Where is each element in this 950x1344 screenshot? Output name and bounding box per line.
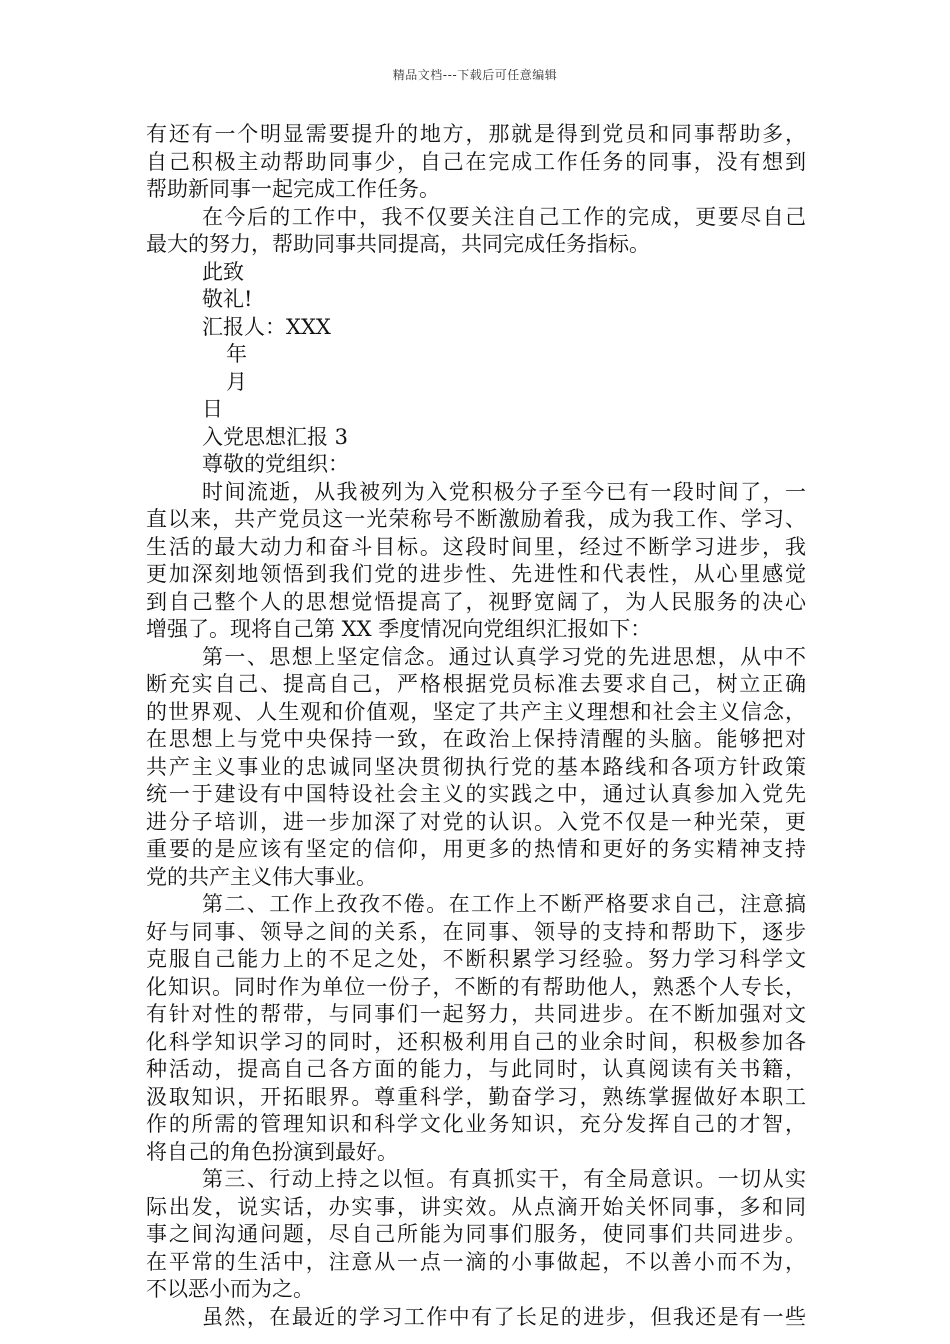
text-line: 不以恶小而为之。 bbox=[146, 1277, 314, 1301]
text-line: 断充实自己、提高自己，严格根据党员标准去要求自己，树立正确 bbox=[146, 672, 806, 696]
text-line: 际出发，说实话，办实事，讲实效。从点滴开始关怀同事，多和同 bbox=[146, 1194, 806, 1219]
text-line: 月 bbox=[226, 369, 247, 394]
text-line: 共产主义事业的忠诚同坚决贯彻执行党的基本路线和各项方针政策 bbox=[146, 754, 806, 779]
text-line: 作的所需的管理知识和科学文化业务知识，充分发挥自己的才智， bbox=[146, 1112, 806, 1136]
text-line: 自己积极主动帮助同事少，自己在完成工作任务的同事，没有想到 bbox=[146, 149, 806, 174]
text-line: 入党思想汇报 3 bbox=[202, 424, 349, 449]
text-line: 化科学知识学习的同时，还积极利用自己的业余时间，积极参加各 bbox=[146, 1029, 806, 1054]
text-line: 种活动，提高自己各方面的能力，与此同时，认真阅读有关书籍， bbox=[146, 1057, 806, 1081]
text-line: 年 bbox=[226, 342, 247, 366]
text-line: 事之间沟通问题，尽自己所能为同事们服务，使同事们共同进步。 bbox=[146, 1222, 806, 1246]
text-line: 将自己的角色扮演到最好。 bbox=[146, 1139, 398, 1164]
text-line: 虽然，在最近的学习工作中有了长足的进步，但我还是有一些 bbox=[202, 1304, 806, 1329]
text-line: 进分子培训，进一步加深了对党的认识。入党不仅是一种光荣，更 bbox=[146, 809, 806, 834]
text-line: 在今后的工作中，我不仅要关注自己工作的完成，更要尽自己 bbox=[202, 204, 806, 229]
text-line: 汲取知识，开拓眼界。尊重科学，勤奋学习，熟练掌握做好本职工 bbox=[146, 1084, 806, 1109]
text-line: 到自己整个人的思想觉悟提高了，视野宽阔了，为人民服务的决心 bbox=[146, 589, 806, 614]
text-line: 党的共产主义伟大事业。 bbox=[146, 864, 377, 889]
text-line: 有还有一个明显需要提升的地方，那就是得到党员和同事帮助多， bbox=[146, 122, 806, 146]
text-line: 统一于建设有中国特设社会主义的实践之中，通过认真参加入党先 bbox=[146, 782, 806, 806]
text-line: 更加深刻地领悟到我们党的进步性、先进性和代表性，从心里感觉 bbox=[146, 562, 806, 586]
text-line: 好与同事、领导之间的关系，在同事、领导的支持和帮助下，逐步 bbox=[146, 919, 806, 944]
text-line: 在平常的生活中，注意从一点一滴的小事做起，不以善小而不为， bbox=[146, 1249, 806, 1274]
document-body bbox=[146, 121, 806, 1331]
text-line: 帮助新同事一起完成工作任务。 bbox=[146, 177, 440, 201]
text-line: 直以来，共产党员这一光荣称号不断激励着我，成为我工作、学习、 bbox=[146, 507, 806, 531]
text-line: 最大的努力，帮助同事共同提高，共同完成任务指标。 bbox=[146, 232, 650, 256]
text-line: 增强了。现将自己第 XX 季度情况向党组织汇报如下： bbox=[146, 617, 652, 641]
text-line: 重要的是应该有坚定的信仰，用更多的热情和更好的务实精神支持 bbox=[146, 837, 806, 861]
text-line: 有针对性的帮带，与同事们一起努力，共同进步。在不断加强对文 bbox=[146, 1002, 806, 1026]
text-line: 尊敬的党组织： bbox=[202, 452, 349, 476]
text-line: 第二、工作上孜孜不倦。在工作上不断严格要求自己，注意搞 bbox=[202, 892, 806, 916]
page-header: 精品文档---下载后可任意编辑 bbox=[392, 68, 558, 82]
text-line: 敬礼! bbox=[202, 287, 253, 311]
text-line: 第一、思想上坚定信念。通过认真学习党的先进思想，从中不 bbox=[202, 644, 806, 669]
text-line: 的世界观、人生观和价值观，坚定了共产主义理想和社会主义信念， bbox=[146, 699, 806, 724]
text-line: 克服自己能力上的不足之处，不断积累学习经验。努力学习科学文 bbox=[146, 947, 806, 971]
text-line: 化知识。同时作为单位一份子，不断的有帮助他人，熟悉个人专长， bbox=[146, 974, 806, 999]
text-line: 生活的最大动力和奋斗目标。这段时间里，经过不断学习进步，我 bbox=[146, 534, 806, 559]
text-line: 日 bbox=[202, 397, 223, 421]
text-line: 第三、行动上持之以恒。有真抓实干，有全局意识。一切从实 bbox=[202, 1167, 806, 1191]
text-line: 此致 bbox=[202, 259, 244, 284]
text-line: 时间流逝，从我被列为入党积极分子至今已有一段时间了，一 bbox=[202, 479, 806, 504]
text-line: 汇报人：XXX bbox=[202, 314, 331, 339]
text-line: 在思想上与党中央保持一致，在政治上保持清醒的头脑。能够把对 bbox=[146, 727, 806, 751]
